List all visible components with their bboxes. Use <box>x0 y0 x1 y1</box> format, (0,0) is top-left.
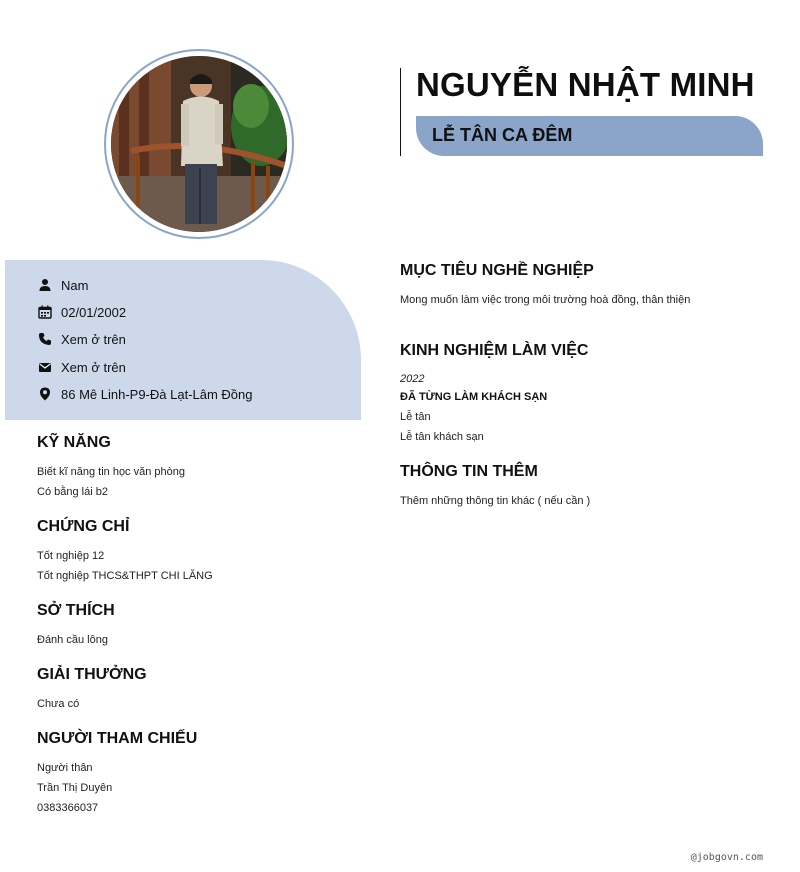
experience-title: KINH NGHIỆM LÀM VIỆC <box>400 342 589 359</box>
skill-item: Biết kĩ năng tin học văn phòng <box>37 466 185 478</box>
experience-description: Lễ tân khách sạn <box>400 431 484 443</box>
calendar-icon <box>38 305 52 319</box>
certificate-item: Tốt nghiệp 12 <box>37 550 105 562</box>
location-pin-icon <box>38 387 52 401</box>
gender-text: Nam <box>61 277 89 293</box>
hobby-item: Đánh cầu lông <box>37 634 108 646</box>
name-divider <box>400 68 401 156</box>
contact-email <box>38 357 126 377</box>
watermark: @jobgovn.com <box>690 852 763 863</box>
reference-item: Trần Thị Duyên <box>37 782 113 794</box>
award-item: Chưa có <box>37 698 80 710</box>
email-text: Xem ở trên <box>61 359 126 375</box>
experience-year: 2022 <box>400 373 425 385</box>
contact-phone <box>38 329 126 349</box>
objective-text: Mong muốn làm việc trong môi trường hoà đồng, thân thiện <box>400 294 691 306</box>
full-name: NGUYỄN NHẬT MINH <box>416 66 755 103</box>
awards-title: GIẢI THƯỞNG <box>37 666 147 683</box>
reference-item: Người thân <box>37 762 93 774</box>
address-text: 86 Mê Linh-P9-Đà Lạt-Lâm Đồng <box>61 386 253 402</box>
phone-icon <box>38 332 52 346</box>
certificate-item: Tốt nghiệp THCS&THPT CHI LĂNG <box>37 570 213 582</box>
mail-icon <box>38 360 52 374</box>
experience-position: Lễ tân <box>400 411 431 423</box>
skills-title: KỸ NĂNG <box>37 434 111 451</box>
references-title: NGƯỜI THAM CHIẾU <box>37 730 198 747</box>
contact-address <box>38 384 253 404</box>
extra-info-title: THÔNG TIN THÊM <box>400 463 538 480</box>
avatar-photo <box>111 56 287 232</box>
hobbies-title: SỞ THÍCH <box>37 602 115 619</box>
contact-dob <box>38 302 126 322</box>
person-icon <box>38 278 52 292</box>
experience-company: ĐÃ TỪNG LÀM KHÁCH SẠN <box>400 391 548 403</box>
objective-title: MỤC TIÊU NGHỀ NGHIỆP <box>400 262 594 279</box>
contact-gender <box>38 275 88 295</box>
extra-info-text: Thêm những thông tin khác ( nếu cần ) <box>400 495 591 507</box>
avatar <box>111 56 287 232</box>
reference-item: 0383366037 <box>37 802 99 814</box>
job-title: LỄ TÂN CA ĐÊM <box>432 125 573 145</box>
phone-text: Xem ở trên <box>61 331 126 347</box>
dob-text: 02/01/2002 <box>61 304 127 320</box>
certificates-title: CHỨNG CHỈ <box>37 518 130 535</box>
skill-item: Có bằng lái b2 <box>37 486 108 498</box>
